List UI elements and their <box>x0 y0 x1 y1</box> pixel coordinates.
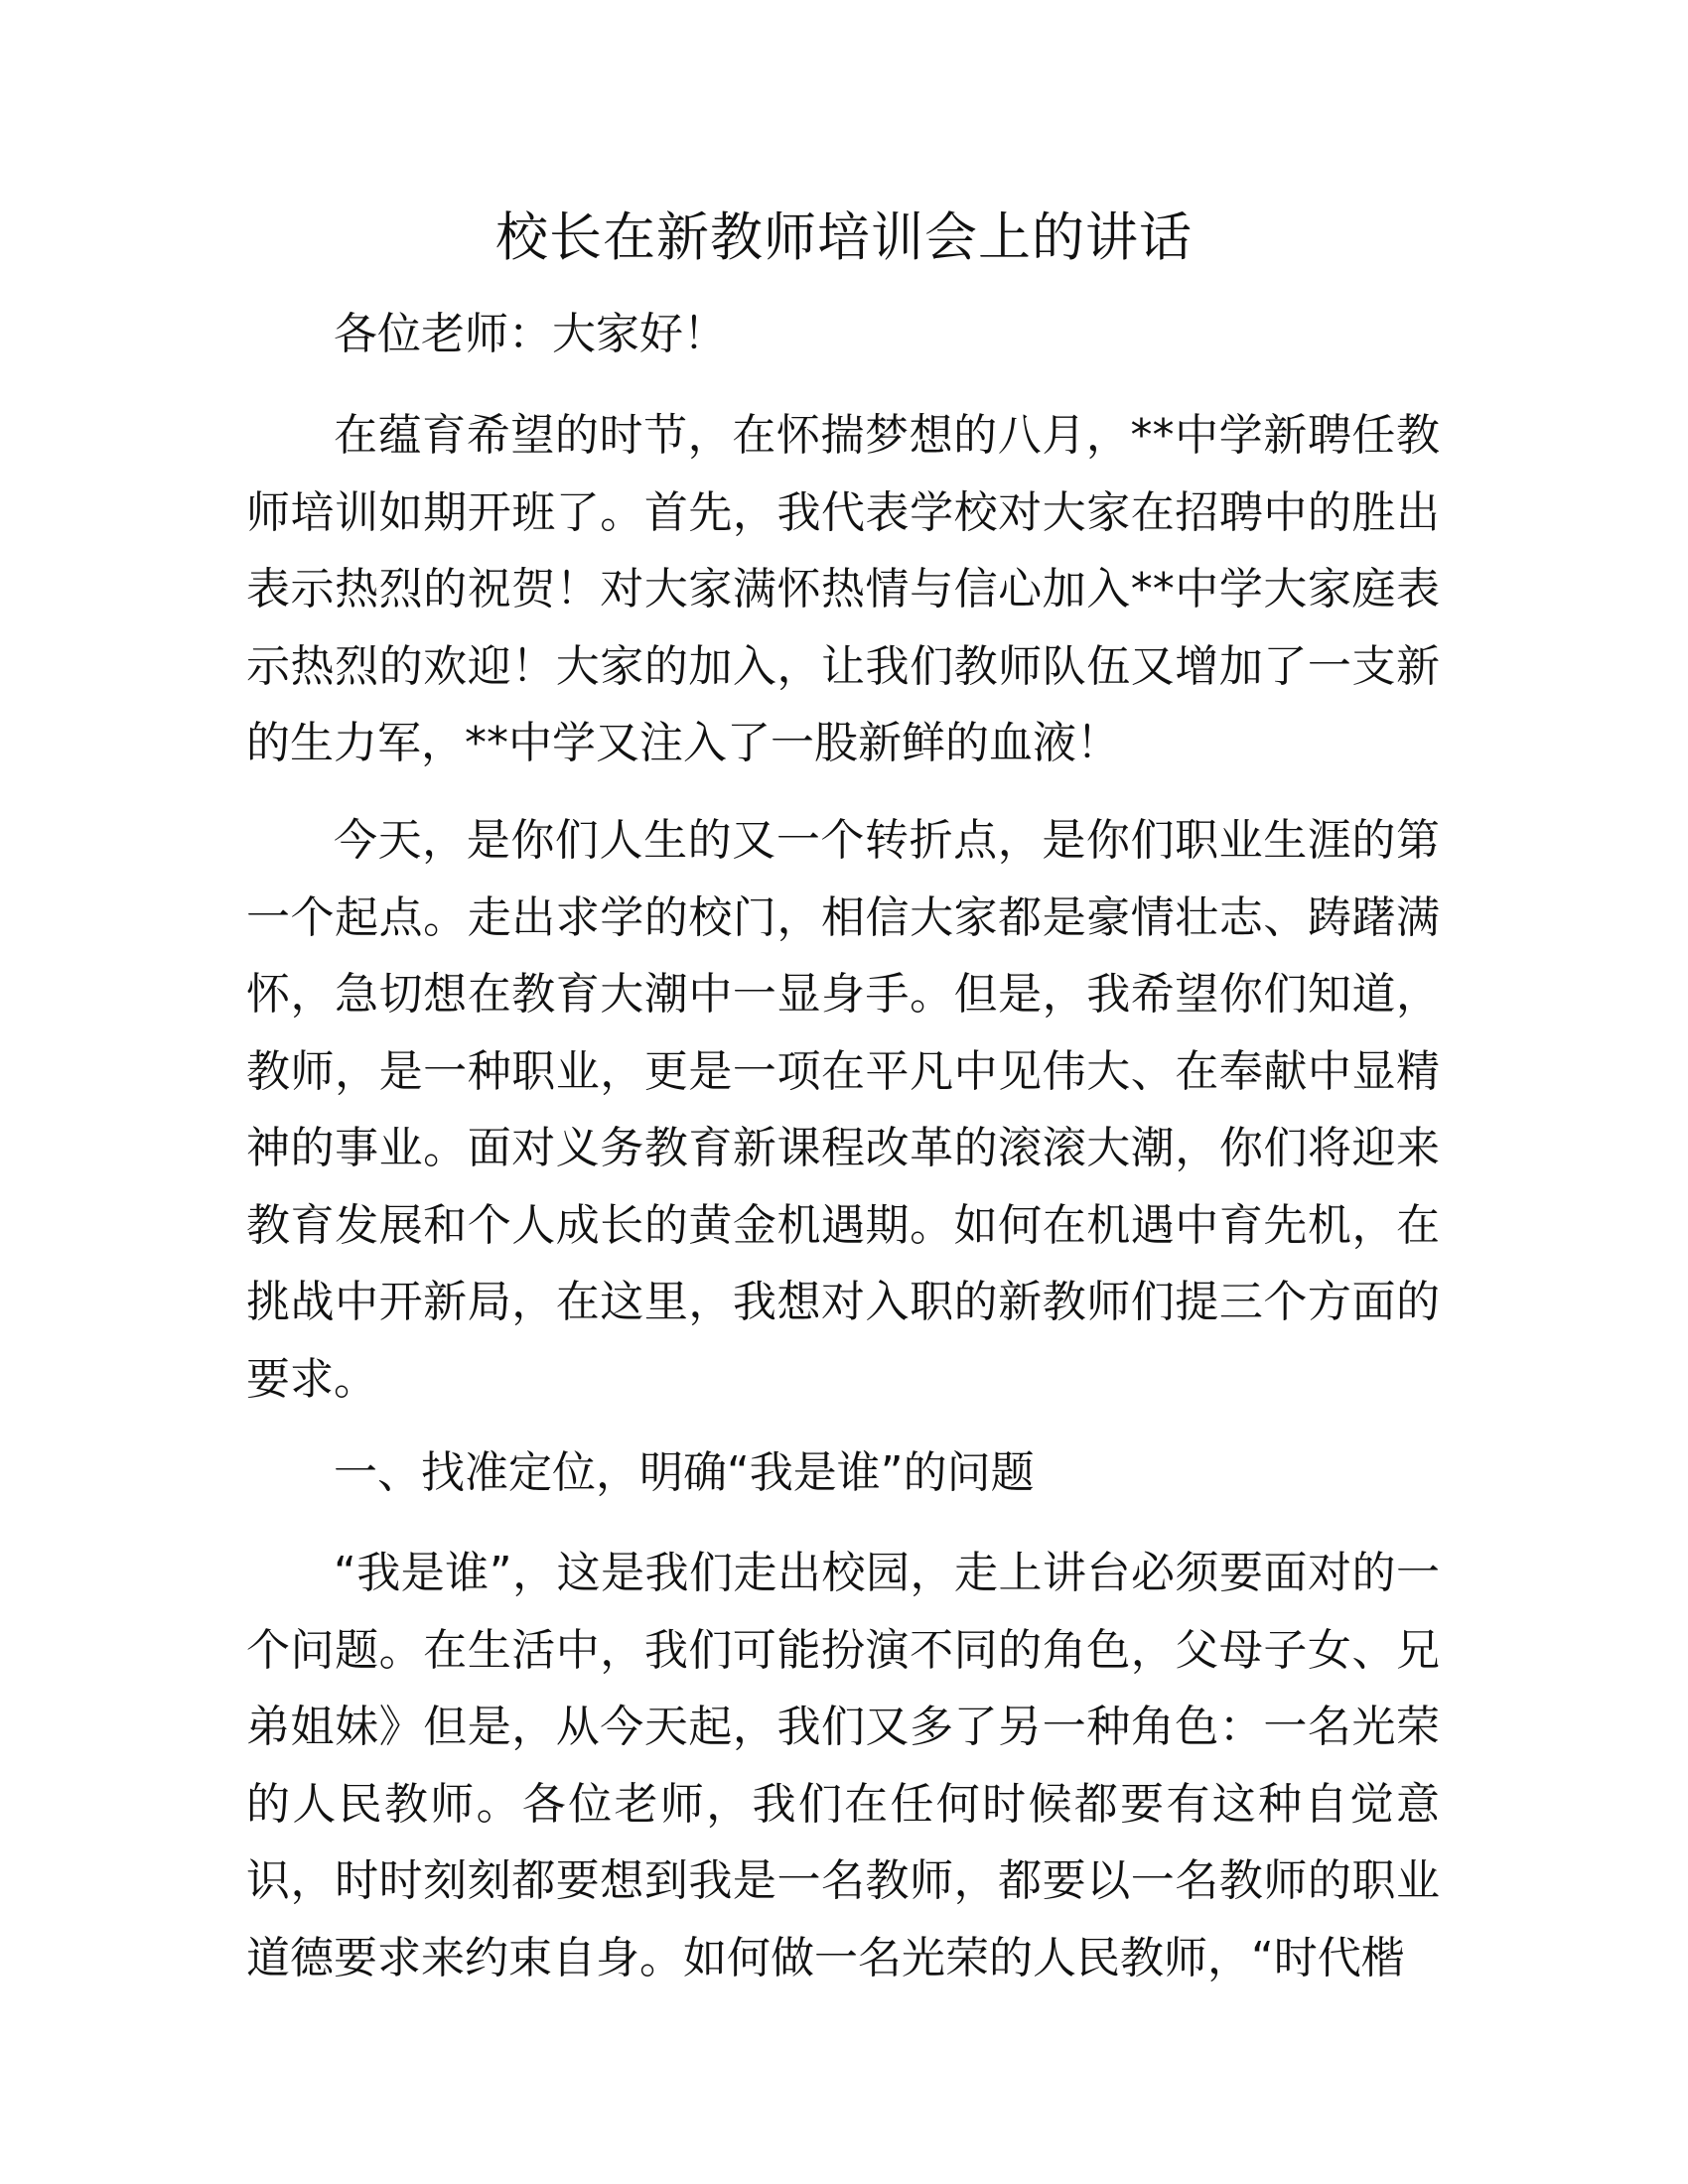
paragraph-2: 今天，是你们人生的又一个转折点，是你们职业生涯的第一个起点。走出求学的校门，相信大家都是豪情壮志、踌躇满怀，急切想在教育大潮中一显身手。但是，我希望你们知道，教师，是一种职业，更是一项在平凡中见伟大、在奉献中显精神的事业。面对义务教育新课程改革的滚滚大潮，你们将迎来教育发展和个人成长的黄金机遇期。如何在机遇中育先机，在挑战中开新局，在这里，我想对入职的新教师们提三个方面的要求。 <box>246 815 1440 1405</box>
paragraph-1: 在蕴育希望的时节，在怀揣梦想的八月，**中学新聘任教师培训如期开班了。首先，我代表学校对大家在招聘中的胜出表示热烈的祝贺！对大家满怀热情与信心加入**中学大家庭表示热烈的欢迎！大家的加入，让我们教师队伍又增加了一支新的生力军，**中学又注入了一股新鲜的血液！ <box>246 410 1440 768</box>
section-heading: 一、找准定位，明确“我是谁”的问题 <box>334 1447 1035 1498</box>
document-title: 校长在新教师培训会上的讲话 <box>495 207 1193 268</box>
greeting: 各位老师：大家好！ <box>334 309 727 359</box>
section-paragraph: “我是谁”，这是我们走出校园，走上讲台必须要面对的一个问题。在生活中，我们可能扮演不同的角色，父母子女、兄弟姐妹》但是，从今天起，我们又多了另一种角色：一名光荣的人民教师。各位老师，我们在任何时候都要有这种自觉意识，时时刻刻都要想到我是一名教师，都要以一名教师的职业道德要求来约束自身。如何做一名光荣的人民教师，“时代楷 <box>246 1548 1440 1983</box>
